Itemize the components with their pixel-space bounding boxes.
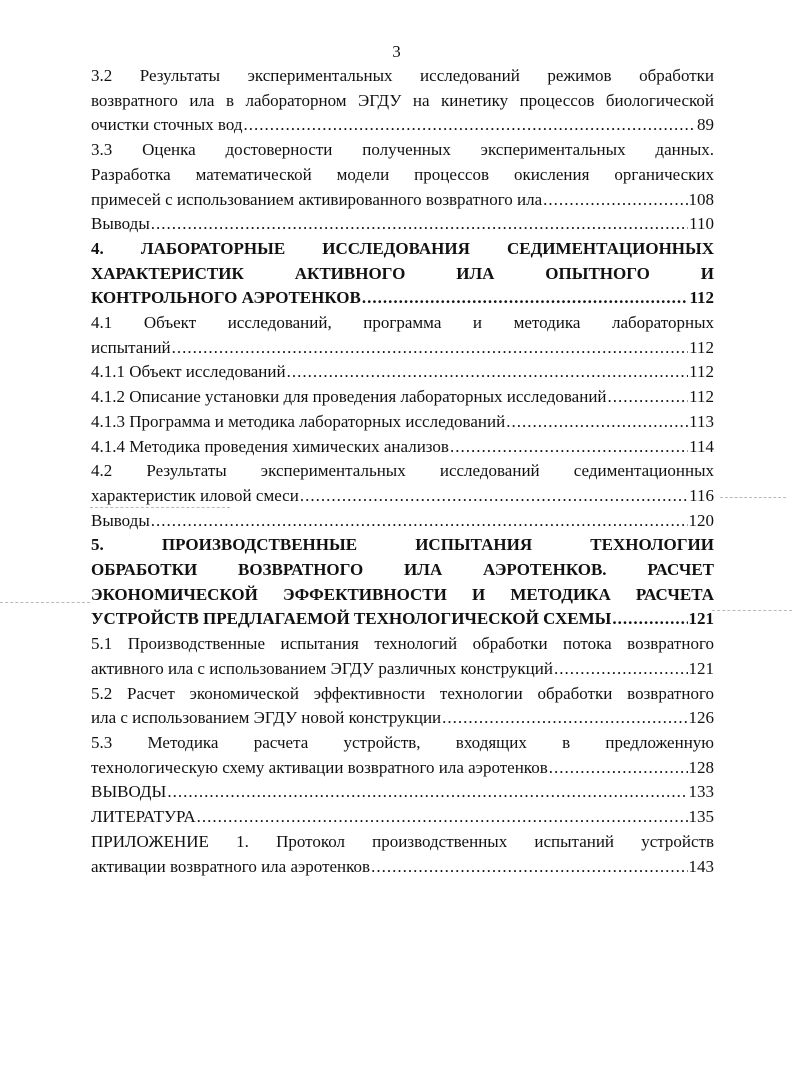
scan-artifact-line bbox=[712, 610, 792, 611]
toc-entry-page: 110 bbox=[689, 214, 714, 234]
toc-entry-page: 133 bbox=[688, 782, 714, 802]
toc-entry-title: Выводы bbox=[91, 510, 150, 530]
toc-entry-title: ВЫВОДЫ bbox=[91, 782, 167, 802]
toc-entry-page: 126 bbox=[688, 708, 714, 728]
table-of-contents bbox=[91, 64, 714, 879]
toc-entry-page: 112 bbox=[689, 387, 714, 407]
dot-leader bbox=[608, 385, 689, 410]
toc-entry bbox=[91, 830, 714, 879]
toc-entry-line: 5. ПРОИЗВОДСТВЕННЫЕ ИСПЫТАНИЯ ТЕХНОЛОГИИ bbox=[91, 535, 714, 555]
toc-entry-line: 4. ЛАБОРАТОРНЫЕ ИССЛЕДОВАНИЯ СЕДИМЕНТАЦИОННЫХ bbox=[91, 238, 714, 258]
toc-entry bbox=[91, 435, 714, 460]
toc-entry bbox=[91, 138, 714, 212]
toc-entry-page: 143 bbox=[688, 856, 714, 876]
toc-entry-line: ПРИЛОЖЕНИЕ 1. Протокол производственных испытаний устройств bbox=[91, 831, 714, 851]
toc-entry-leader-line bbox=[91, 484, 714, 509]
toc-entry bbox=[91, 805, 714, 830]
toc-entry bbox=[91, 509, 714, 534]
dot-leader bbox=[172, 336, 688, 361]
dot-leader bbox=[151, 509, 688, 534]
toc-entry-title: характеристик иловой смеси bbox=[91, 485, 299, 505]
toc-entry bbox=[91, 311, 714, 360]
dot-leader bbox=[450, 435, 688, 460]
toc-entry-page: 135 bbox=[688, 807, 714, 827]
toc-entry-leader-line bbox=[91, 212, 714, 237]
toc-entry-page: 128 bbox=[688, 757, 714, 777]
dot-leader bbox=[549, 756, 688, 781]
dot-leader bbox=[244, 113, 697, 138]
dot-leader bbox=[151, 212, 688, 237]
dot-leader bbox=[442, 706, 687, 731]
toc-entry-title: ила с использованием ЭГДУ новой конструкции bbox=[91, 708, 442, 728]
toc-entry-leader-line bbox=[91, 706, 714, 731]
toc-entry-title: очистки сточных вод bbox=[91, 115, 243, 135]
toc-entry-page: 112 bbox=[689, 362, 714, 382]
toc-entry bbox=[91, 731, 714, 780]
toc-entry-line: 5.1 Производственные испытания технологий обработки потока возвратного bbox=[91, 634, 714, 654]
toc-entry-leader-line bbox=[91, 855, 714, 880]
toc-entry bbox=[91, 237, 714, 311]
toc-entry-leader-line bbox=[91, 435, 714, 460]
toc-entry-title: КОНТРОЛЬНОГО АЭРОТЕНКОВ bbox=[91, 288, 361, 308]
toc-entry-title: УСТРОЙСТВ ПРЕДЛАГАЕМОЙ ТЕХНОЛОГИЧЕСКОЙ СХЕМЫ bbox=[91, 609, 612, 629]
toc-entry-leader-line bbox=[91, 607, 714, 632]
toc-entry-line: 3.3 Оценка достоверности полученных экспериментальных данных. bbox=[91, 140, 714, 160]
toc-entry-page: 121 bbox=[688, 658, 714, 678]
toc-entry bbox=[91, 459, 714, 508]
toc-entry-title: 4.1.3 Программа и методика лабораторных исследований bbox=[91, 411, 506, 431]
toc-entry bbox=[91, 385, 714, 410]
toc-entry-line: ЭКОНОМИЧЕСКОЙ ЭФФЕКТИВНОСТИ И МЕТОДИКА РАСЧЕТА bbox=[91, 584, 714, 604]
toc-entry bbox=[91, 410, 714, 435]
toc-entry-title: 4.1.4 Методика проведения химических анализов bbox=[91, 436, 449, 456]
dot-leader bbox=[612, 607, 687, 632]
toc-entry-page: 89 bbox=[697, 115, 714, 135]
toc-entry-title: 4.1.2 Описание установки для проведения лабораторных исследований bbox=[91, 387, 607, 407]
toc-entry-leader-line bbox=[91, 657, 714, 682]
toc-entry-page: 113 bbox=[689, 411, 714, 431]
dot-leader bbox=[300, 484, 688, 509]
toc-entry bbox=[91, 360, 714, 385]
toc-entry-line: 4.1 Объект исследований, программа и методика лабораторных bbox=[91, 313, 714, 333]
toc-entry-title: испытаний bbox=[91, 337, 171, 357]
toc-entry-title: активного ила с использованием ЭГДУ различных конструкций bbox=[91, 658, 553, 678]
scan-artifact-line bbox=[720, 497, 786, 498]
toc-entry-line: 3.2 Результаты экспериментальных исследований режимов обработки bbox=[91, 66, 714, 85]
page-number: 3 bbox=[392, 42, 401, 61]
toc-entry-page: 120 bbox=[688, 510, 714, 530]
toc-entry bbox=[91, 632, 714, 681]
toc-entry-leader-line bbox=[91, 509, 714, 534]
toc-entry-line: 5.3 Методика расчета устройств, входящих в предложенную bbox=[91, 732, 714, 752]
toc-entry-title: ЛИТЕРАТУРА bbox=[91, 807, 196, 827]
toc-entry-line: ХАРАКТЕРИСТИК АКТИВНОГО ИЛА ОПЫТНОГО И bbox=[91, 263, 714, 283]
toc-entry-page: 108 bbox=[688, 189, 714, 209]
dot-leader bbox=[362, 286, 689, 311]
toc-entry-title: активации возвратного ила аэротенков bbox=[91, 856, 371, 876]
dot-leader bbox=[167, 780, 687, 805]
toc-entry-leader-line bbox=[91, 410, 714, 435]
dot-leader bbox=[543, 188, 687, 213]
toc-entry bbox=[91, 533, 714, 632]
toc-entry-leader-line bbox=[91, 756, 714, 781]
dot-leader bbox=[371, 855, 687, 880]
dot-leader bbox=[506, 410, 688, 435]
toc-entry-page: 116 bbox=[689, 485, 714, 505]
toc-entry-line: 5.2 Расчет экономической эффективности технологии обработки возвратного bbox=[91, 683, 714, 703]
toc-entry-leader-line bbox=[91, 336, 714, 361]
toc-entry-leader-line bbox=[91, 286, 714, 311]
toc-entry-title: 4.1.1 Объект исследований bbox=[91, 362, 286, 382]
toc-entry-line: возвратного ила в лабораторном ЭГДУ на кинетику процессов биологической bbox=[91, 90, 714, 110]
toc-entry-leader-line bbox=[91, 780, 714, 805]
toc-entry-line: Разработка математической модели процессов окисления органических bbox=[91, 164, 714, 184]
toc-entry-title: Выводы bbox=[91, 214, 150, 234]
toc-entry-leader-line bbox=[91, 360, 714, 385]
toc-entry bbox=[91, 780, 714, 805]
toc-entry-leader-line bbox=[91, 188, 714, 213]
dot-leader bbox=[287, 360, 689, 385]
toc-entry-title: примесей с использованием активированного возвратного ила bbox=[91, 189, 543, 209]
toc-entry-line: 4.2 Результаты экспериментальных исследований седиментационных bbox=[91, 461, 714, 481]
toc-entry-line: ОБРАБОТКИ ВОЗВРАТНОГО ИЛА АЭРОТЕНКОВ. РАСЧЕТ bbox=[91, 560, 714, 580]
toc-entry bbox=[91, 212, 714, 237]
scan-artifact-line bbox=[0, 602, 90, 603]
toc-entry-leader-line bbox=[91, 385, 714, 410]
toc-entry bbox=[91, 682, 714, 731]
toc-entry-leader-line bbox=[91, 113, 714, 138]
toc-entry-page: 112 bbox=[689, 288, 714, 308]
toc-entry-title: технологическую схему активации возвратного ила аэротенков bbox=[91, 757, 548, 777]
toc-entry-page: 112 bbox=[689, 337, 714, 357]
dot-leader bbox=[197, 805, 688, 830]
toc-entry-leader-line bbox=[91, 805, 714, 830]
toc-entry-page: 121 bbox=[688, 609, 714, 629]
dot-leader bbox=[554, 657, 688, 682]
toc-entry bbox=[91, 64, 714, 138]
toc-entry-page: 114 bbox=[689, 436, 714, 456]
